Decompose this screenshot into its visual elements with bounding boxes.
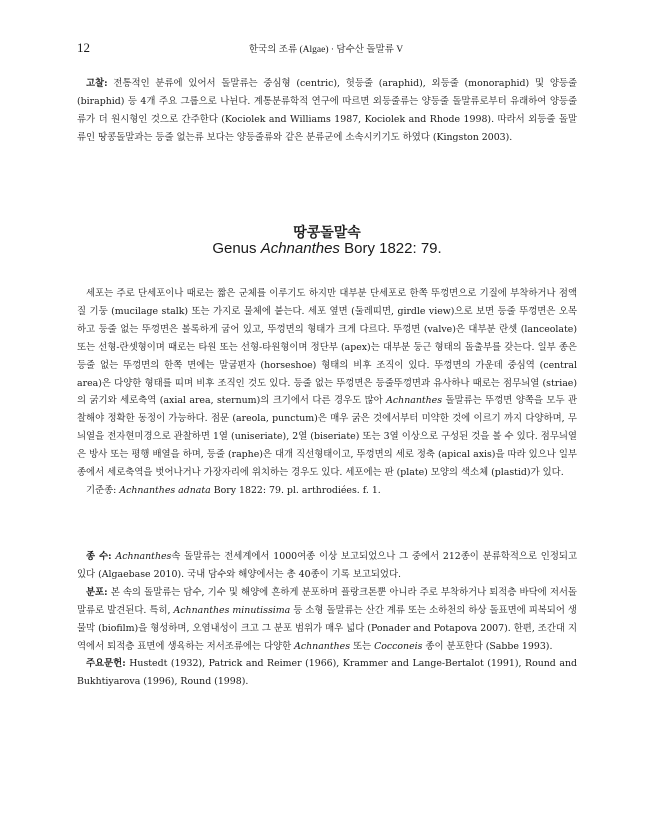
- type-species-reference: Bory 1822: 79. pl. arthrodiées. f. 1.: [210, 484, 381, 496]
- discussion-section: 고찰: 전통적인 분류에 있어서 돌말류는 중심형 (centric), 헛등줄 (araphid), 외등줄 (monoraphid) 및 양등줄 (biraphid) 등 4개 주요 그룹으로 나뉜다. 계통분류학적 연구에 따르면 외등줄류는 양등줄 돌말류로부터 유래하여 양등줄류가 더 원시형인 것으로 간주한다 (Kociolek and Williams 1987, Kociolek and Rhode 1998). 따라서 외등줄 돌말류인 땅콩돌말과는 등줄 없는류 보다는 양등줄류와 같은 분류군에 소속시키기도 하였다 (Kingston 2003).: [77, 78, 577, 143]
- distribution-italic-1: Achnanthes minutissima: [173, 604, 291, 616]
- type-species-label: 기준종:: [86, 484, 120, 496]
- description-part2: 돌말류는 뚜껑면 양쪽을 모두 관찰해야 정확한 동정이 가능하다. 점문 (areola, punctum)은 매우 굵은 것에서부터 미약한 것에 이르기 까지 다양하며, 무늬열을 전자현미경으로 관찰하면 1열 (uniseriate), 2열 (biseriate) 또는 3열 이상으로 구성된 것을 볼 수 있다. 점무늬열은 방사 또는 평행 배열을 하며, 등줄 (raphe)은 대개 직선형태이고, 뚜껑면의 세로 정축 (apical axis)을 따라 있으나 일부 종에서 세로축역을 벗어나거나 가장자리에 위치하는 경우도 있다. 세포에는 판 (plate) 모양의 색소체 (plastid)가 있다.: [77, 395, 577, 479]
- description-part1: 세포는 주로 단세포이나 때로는 짧은 군체를 이루기도 하지만 대부분 단세포로 한쪽 뚜껑면으로 기질에 부착하거나 점액질 기둥 (mucilage stalk) 또는 가지로 물체에 붙는다. 세포 옆면 (둘레띠면, girdle view)으로 보면 등줄 뚜껑면은 오목하고 등줄 없는 뚜껑면은 볼록하게 굽어 있고, 뚜껑면의 형태가 크게 다르다. 뚜껑면 (valve)은 대부분 란셋 (lanceolate) 또는 선형-란셋형이며 때로는 타원 또는 선형-타원형이며 정단부 (apex)는 대부분 둥근 형태의 돌출부를 갖는다. 일부 종은 등줄 없는 뚜껑면의 한쪽 면에는 말굽편자 (horseshoe) 형태의 비후 조직이 있다. 뚜껑면의 가운데 중심역 (central area)은 다양한 형태를 띠며 비후 조직인 것도 있다. 등줄 없는 뚜껑면은 등줄뚜껑면과 유사하나 때로는 점무늬열 (striae)의 굵기와 세로축역 (axial area, sternum)의 크기에서 다른 경우도 많아: [77, 288, 577, 407]
- description-italic-genus: Achnanthes: [386, 395, 443, 407]
- distribution-italic-3: Cocconeis: [374, 640, 423, 652]
- species-italic-genus: Achnanthes: [115, 551, 172, 562]
- page-header: [77, 40, 575, 56]
- type-species-name: Achnanthes adnata: [119, 484, 211, 496]
- distribution-text-1: 본 속의 돌말류는 담수, 기수 및 해양에 흔하게 분포하며 플랑크톤뿐 아니라 주로 부착하거나 퇴적층 바닥에 저서돌말류로 발견된다. 특히,: [77, 586, 577, 616]
- genus-prefix: Genus: [212, 240, 261, 257]
- distribution-text-4: 종이 분포한다 (Sabbe 1993).: [422, 640, 553, 652]
- genus-korean-name: 땅콩돌말속: [293, 225, 361, 241]
- species-distribution-section: [77, 548, 577, 691]
- description-section: [77, 285, 577, 500]
- genus-heading: [77, 240, 577, 257]
- species-count-text: 속 돌말류는 전세계에서 1000여종 이상 보고되었으나 그 중에서 212종이 분류학적으로 인정되고 있다 (Algaebase 2010). 국내 담수와 해양에서는 총 40종이 기록 보고되었다.: [77, 551, 577, 580]
- discussion-label: 고찰: [86, 78, 105, 89]
- running-title: 한국의 조류 (Algae) · 담수산 돌말류 V: [248, 45, 404, 55]
- distribution-italic-2: Achnanthes: [294, 640, 351, 652]
- discussion-text: 전통적인 분류에 있어서 돌말류는 중심형 (centric), 헛등줄 (araphid), 외등줄 (monoraphid) 및 양등줄 (biraphid) 등 4개 주요 그룹으로 나뉜다. 계통분류학적 연구에 따르면 외등줄류는 양등줄 돌말류로부터 유래하여 양등줄류가 더 원시형인 것으로 간주한다 (Kociolek and Williams 1987, Kociolek and Rhode 1998). 따라서 외등줄 돌말류인 땅콩돌말과는 등줄 없는류 보다는 양등줄류와 같은 분류군에 소속시키기도 하였다 (Kingston 2003).: [77, 78, 577, 143]
- genus-latin-name: Achnanthes: [260, 240, 340, 257]
- distribution-text-3: 또는: [350, 640, 375, 652]
- references-text: Hustedt (1932), Patrick and Reimer (1966), Krammer and Lange-Bertalot (1991), Round and Bukhtiyarova (1996), Round (1998).: [77, 658, 577, 688]
- genus-authority: Bory 1822: 79.: [339, 240, 442, 257]
- page-number: 12: [77, 40, 90, 55]
- species-count-label: 종 수:: [86, 551, 112, 562]
- distribution-text-2: 등 소형 돌말류는 산간 계류 또는 소하천의 하상 돌표면에 피복되어 생물막 (biofilm)을 형성하며, 오염내성이 크고 그 분포 범위가 매우 넓다 (Ponader and Potapova 2007). 한편, 조간대 지역에서 퇴적층 표면에 생육하는 저서조류에는 다양한: [77, 604, 577, 652]
- distribution-label: 분포:: [86, 586, 108, 598]
- references-label: 주요문헌:: [86, 658, 126, 670]
